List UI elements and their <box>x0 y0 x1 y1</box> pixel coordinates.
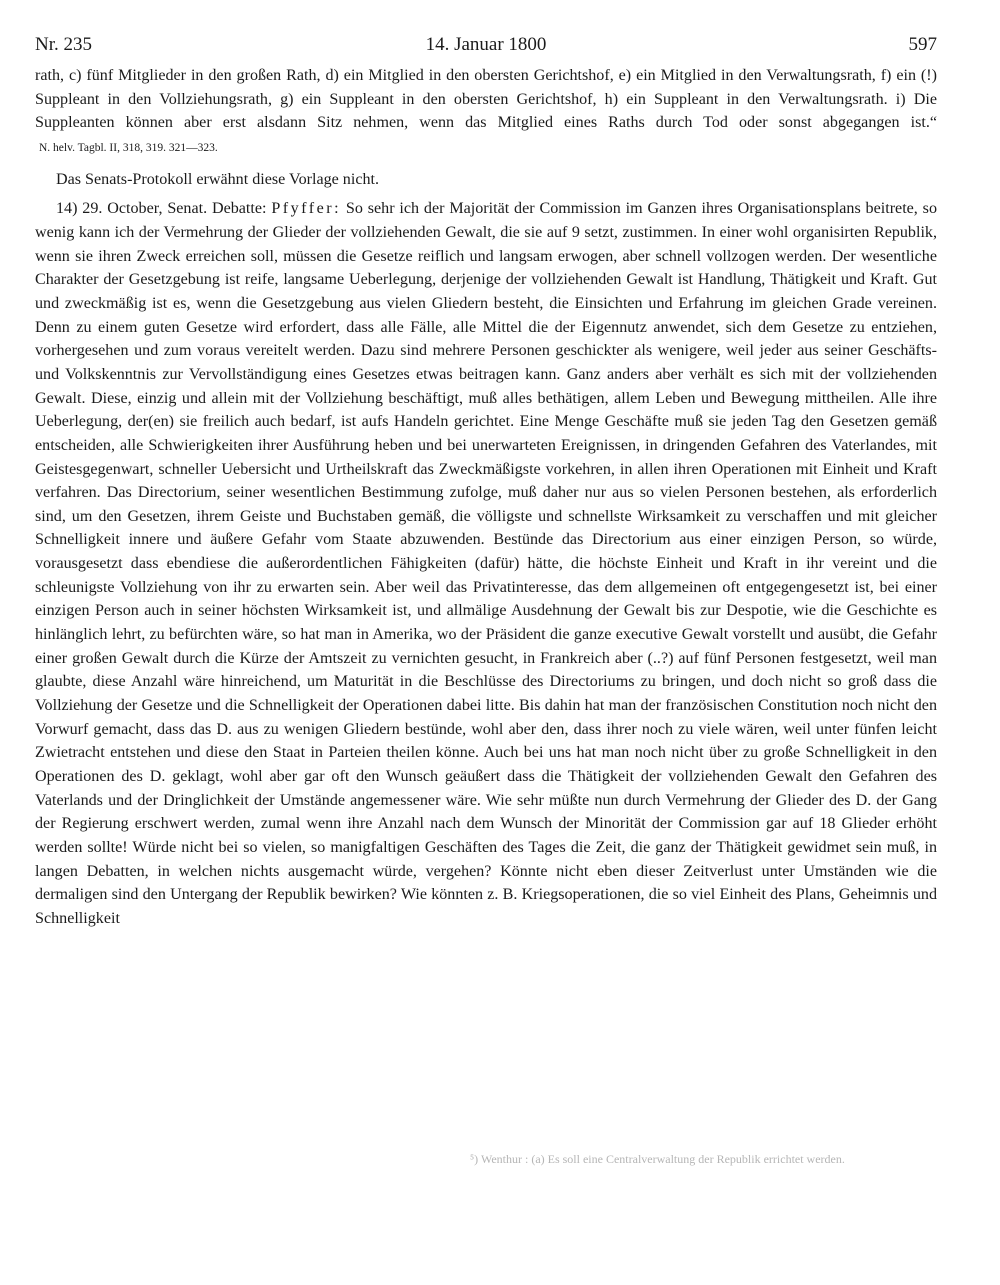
paragraph-1-text: rath, c) fünf Mitglieder in den großen Rath, d) ein Mitglied in den obersten Gerichtshof, e) ein Mitglied in den Verwaltungsrath, f) ein (!) Suppleant in den Vollziehungsrath, g) ein Suppleant in den obersten Gerichtshof, h) ein Suppleant in den Verwaltungsrath. i) Die Suppleanten können aber erst alsdann Sitz nehmen, wenn das Mitglied eines Raths durch Tod oder sonst abgegangen ist.“ <box>35 67 937 132</box>
source-reference: N. helv. Tagbl. II, 318, 319. 321—323. <box>39 141 218 154</box>
paragraph-1 <box>35 64 937 161</box>
speaker-name: Pfyffer: <box>271 200 342 218</box>
document-number: Nr. 235 <box>35 34 92 55</box>
body-text <box>35 64 937 931</box>
speech-text: So sehr ich der Majorität der Commission im Ganzen ihres Organisationsplans beitrete, so wenig kann ich der Vermehrung der Glieder der vollziehenden Gewalt, die sie auf 9 setzt, zustimmen. In einer wohl organisirten Republik, wenn sie ihren Zweck erreichen soll, müssen die Gesetze reiflich und langsam erwogen, aber schnell vollzogen werden. Der wesentliche Charakter der Gesetzgebung ist reife, langsame Ueberlegung, derjenige der vollziehenden Gewalt ist Handlung, Thätigkeit und Kraft. Gut und zweckmäßig ist es, wenn die Gesetzgebung aus vielen Gliedern besteht, die Einsichten und Erfahrung im gleichen Grade vereinen. Denn zu einem guten Gesetze wird erfordert, dass alle Fälle, alle Mittel die der Eigennutz anwendet, sich dem Gesetze zu entziehen, vorhergesehen und zum voraus vereitelt werden. Dazu sind mehrere Personen geschickter als wenigere, weil jeder aus seiner Geschäfts- und Volkskenntnis zur Vervollständigung eines Gesetzes etwas beitragen kann. Ganz anders aber verhält es sich mit der vollziehenden Gewalt. Diese, einzig und allein mit der Vollziehung beschäftigt, muß alles bethätigen, allem Leben und Bewegung mittheilen. Alle ihre Ueberlegung, der(en) sie freilich auch bedarf, ist aufs Handeln gerichtet. Eine Menge Geschäfte muß sie jeden Tag den Gesetzen gemäß entscheiden, alle Schwierigkeiten ihrer Ausführung heben und bei unerwarteten Ereignissen, in dringenden Gefahren des Vaterlandes, mit Geistesgegenwart, schneller Uebersicht und Urtheilskraft das Zweckmäßigste vorkehren, in allen ihren Operationen mit Einheit und Kraft verfahren. Das Directorium, seiner wesentlichen Bestimmung zufolge, muß daher nur aus so vielen Personen bestehen, als erforderlich sind, um den Gesetzen, ihrem Geiste und Buchstaben gemäß, die völligste und schnellste Wirksamkeit zu verschaffen und mit gleicher Schnelligkeit innere und äußere Gefahr vom Staate abzuwenden. Bestünde das Directorium aus einer einzigen Person, so würde, vorausgesetzt dass ebendiese die außerordentlichen Fähigkeiten (dafür) hätte, die höchste Einheit und Kraft in ihr vereint und die schleunigste Vollziehung von ihr zu erwarten sein. Aber weil das Privatinteresse, das dem allgemeinen oft entgegengesetzt ist, bei einer einzigen Person auch in seiner höchsten Wirksamkeit ist, und allmälige Ausdehnung der Gewalt bis zur Despotie, wie die Geschichte es hinlänglich lehrt, zu befürchten wäre, so hat man in Amerika, wo der Präsident die ganze executive Gewalt vorstellt und ausübt, die Gefahr einer großen Gewalt durch die Kürze der Amtszeit zu vernichten gesucht, in Frankreich aber (..?) auf fünf Personen festgesetzt, weil man glaubte, diese Anzahl wäre hinreichend, um Maturität in die Beschlüsse des Directoriums zu bringen, und doch nicht so groß dass die Vollziehung der Gesetze und die Schnelligkeit der Operationen dabei litte. Bis dahin hat man der französischen Constitution noch nicht den Vorwurf gemacht, dass das D. aus zu wenigen Gliedern bestünde, wohl aber den, dass ihrer noch zu viele wären, weil unter fünfen leicht Zwietracht entstehen und diese den Staat in Parteien theilen könne. Auch bei uns hat man noch nicht über zu große Schnelligkeit in den Operationen des D. geklagt, wohl aber gar oft den Wunsch geäußert dass die Thätigkeit der vollziehenden Gewalt den Gefahren des Vaterlands und der Dringlichkeit der Umstände angemessener wäre. Wie sehr müßte nun durch Vermehrung der Glieder des D. der Gang der Regierung erschwert werden, zumal wenn ihre Anzahl nach dem Wunsch der Minorität der Commission gar auf 18 Glieder erhöht werden sollte! Würde nicht bei so vielen, so manigfaltigen Geschäften des Tages die Zeit, die ganz der Thätigkeit gewidmet sein muß, in langen Debatten, in welchen nichts ausgemacht würde, vergehen? Könnte nicht eben dieser Zeitverlust unter Umständen wie die dermaligen sind den Untergang der Republik bewirken? Wie könnten z. B. Kriegsoperationen, die so viel Einheit des Plans, Geheimnis und Schnelligkeit <box>35 200 937 927</box>
page-number: 597 <box>908 34 937 55</box>
bleed-through-footnote: ⁵) Wenthur : (a) Es soll eine Centralverwaltung der Republik errichtet werden. <box>470 1152 845 1166</box>
paragraph-2 <box>35 168 937 192</box>
document-page <box>35 34 937 931</box>
running-header <box>35 34 937 64</box>
paragraph-3 <box>35 197 937 930</box>
debate-intro: 14) 29. October, Senat. Debatte: <box>56 200 272 218</box>
header-date: 14. Januar 1800 <box>425 34 547 55</box>
paragraph-2-text: Das Senats-Protokoll erwähnt diese Vorlage nicht. <box>56 170 380 188</box>
